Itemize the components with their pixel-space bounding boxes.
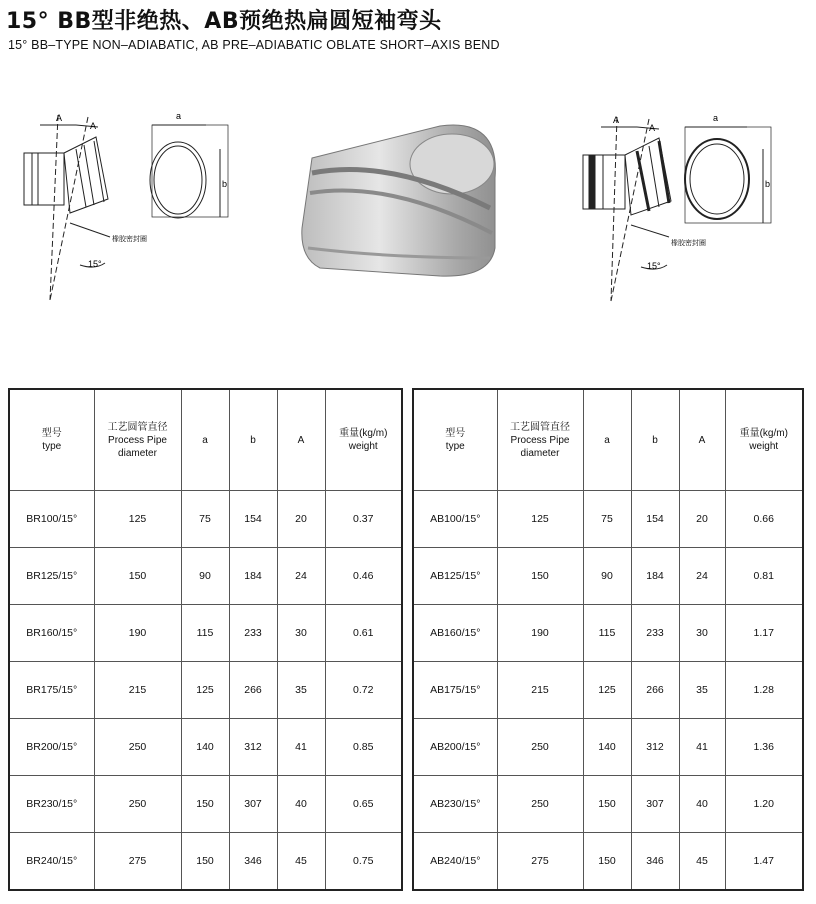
- cell-b: 233: [229, 605, 277, 662]
- drawing-label-seal: 橡胶密封圈: [112, 235, 147, 243]
- page-title: 15° BB型非绝热、AB预绝热扁圆短袖弯头: [6, 9, 442, 34]
- cell-A: 45: [277, 833, 325, 891]
- header-a: a: [181, 389, 229, 491]
- cell-a: 150: [181, 833, 229, 891]
- cell-A: 35: [679, 662, 725, 719]
- cell-A: 45: [679, 833, 725, 891]
- header-pipe-diameter: 工艺圆管直径 Process Pipe diameter: [94, 389, 181, 491]
- table-row: [9, 605, 402, 662]
- cell-type: BR100/15°: [9, 491, 94, 548]
- cell-pipe-diameter: 215: [94, 662, 181, 719]
- cell-type: BR230/15°: [9, 776, 94, 833]
- table-header-row: [413, 389, 803, 491]
- cell-A: 20: [679, 491, 725, 548]
- cell-weight: 1.47: [725, 833, 803, 891]
- cell-weight: 0.61: [325, 605, 402, 662]
- cell-weight: 1.28: [725, 662, 803, 719]
- drawing-label-angle: 15°: [88, 259, 102, 269]
- table-row: [413, 605, 803, 662]
- cell-type: AB100/15°: [413, 491, 497, 548]
- cell-a: 90: [181, 548, 229, 605]
- table-header-row: [9, 389, 402, 491]
- table-row: [9, 719, 402, 776]
- ab-spec-table: [412, 388, 804, 891]
- table-row: [9, 548, 402, 605]
- cell-pipe-diameter: 190: [94, 605, 181, 662]
- cell-type: AB175/15°: [413, 662, 497, 719]
- table-row: [413, 833, 803, 891]
- table-row: [9, 491, 402, 548]
- cell-type: BR160/15°: [9, 605, 94, 662]
- cell-type: AB200/15°: [413, 719, 497, 776]
- cell-pipe-diameter: 250: [94, 719, 181, 776]
- cell-pipe-diameter: 125: [497, 491, 583, 548]
- cell-b: 312: [631, 719, 679, 776]
- cell-a: 75: [583, 491, 631, 548]
- cell-b: 266: [229, 662, 277, 719]
- cell-type: AB230/15°: [413, 776, 497, 833]
- cell-pipe-diameter: 250: [94, 776, 181, 833]
- cell-pipe-diameter: 275: [497, 833, 583, 891]
- cell-a: 150: [583, 776, 631, 833]
- cell-b: 266: [631, 662, 679, 719]
- drawing-label-A2: A: [649, 123, 656, 133]
- header-A: A: [277, 389, 325, 491]
- drawing-label-A1: A: [56, 113, 63, 123]
- header-b: b: [631, 389, 679, 491]
- cell-A: 40: [277, 776, 325, 833]
- cell-b: 233: [631, 605, 679, 662]
- cell-a: 125: [181, 662, 229, 719]
- drawing-label-a: a: [713, 113, 719, 123]
- cell-type: BR175/15°: [9, 662, 94, 719]
- cell-b: 184: [229, 548, 277, 605]
- cell-type: AB240/15°: [413, 833, 497, 891]
- cell-pipe-diameter: 275: [94, 833, 181, 891]
- drawing-label-b: b: [222, 179, 228, 189]
- cell-weight: 0.66: [725, 491, 803, 548]
- drawing-label-angle: 15°: [647, 261, 661, 271]
- cell-type: BR125/15°: [9, 548, 94, 605]
- cell-A: 40: [679, 776, 725, 833]
- cell-pipe-diameter: 190: [497, 605, 583, 662]
- cell-pipe-diameter: 125: [94, 491, 181, 548]
- cell-A: 30: [679, 605, 725, 662]
- cell-b: 312: [229, 719, 277, 776]
- cell-a: 115: [583, 605, 631, 662]
- table-row: [413, 776, 803, 833]
- cell-a: 125: [583, 662, 631, 719]
- header-pipe-diameter: 工艺圆管直径 Process Pipe diameter: [497, 389, 583, 491]
- cell-a: 150: [181, 776, 229, 833]
- cell-a: 115: [181, 605, 229, 662]
- cell-pipe-diameter: 250: [497, 719, 583, 776]
- cell-b: 346: [631, 833, 679, 891]
- header-type: 型号 type: [9, 389, 94, 491]
- cell-weight: 1.17: [725, 605, 803, 662]
- header-type: 型号 type: [413, 389, 497, 491]
- cell-type: BR200/15°: [9, 719, 94, 776]
- page-subtitle: 15° BB–TYPE NON–ADIABATIC, AB PRE–ADIABATIC OBLATE SHORT–AXIS BEND: [8, 38, 500, 52]
- drawing-label-b: b: [765, 179, 771, 189]
- header-weight: 重量(kg/m) weight: [725, 389, 803, 491]
- bb-spec-table: [8, 388, 403, 891]
- table-row: [413, 662, 803, 719]
- cell-a: 150: [583, 833, 631, 891]
- drawing-label-A1: A: [613, 115, 620, 125]
- cell-weight: 1.36: [725, 719, 803, 776]
- cell-type: AB125/15°: [413, 548, 497, 605]
- cell-weight: 0.72: [325, 662, 402, 719]
- cell-pipe-diameter: 215: [497, 662, 583, 719]
- cell-weight: 0.75: [325, 833, 402, 891]
- header-b: b: [229, 389, 277, 491]
- cell-a: 140: [181, 719, 229, 776]
- cell-A: 41: [679, 719, 725, 776]
- header-weight: 重量(kg/m) weight: [325, 389, 402, 491]
- cell-b: 346: [229, 833, 277, 891]
- bend-product-photo: [290, 118, 510, 288]
- cell-pipe-diameter: 150: [94, 548, 181, 605]
- cell-b: 307: [631, 776, 679, 833]
- table-row: [9, 776, 402, 833]
- cell-b: 307: [229, 776, 277, 833]
- table-row: [413, 491, 803, 548]
- bb-bend-drawing: [10, 105, 250, 305]
- cell-type: AB160/15°: [413, 605, 497, 662]
- cell-a: 75: [181, 491, 229, 548]
- header-A: A: [679, 389, 725, 491]
- cell-b: 154: [631, 491, 679, 548]
- cell-A: 20: [277, 491, 325, 548]
- cell-b: 184: [631, 548, 679, 605]
- cell-pipe-diameter: 250: [497, 776, 583, 833]
- cell-A: 24: [679, 548, 725, 605]
- cell-A: 30: [277, 605, 325, 662]
- drawing-label-A2: A: [90, 121, 97, 131]
- drawing-label-a: a: [176, 111, 182, 121]
- cell-A: 24: [277, 548, 325, 605]
- drawing-label-seal: 橡胶密封圈: [671, 239, 706, 247]
- cell-a: 140: [583, 719, 631, 776]
- cell-a: 90: [583, 548, 631, 605]
- cell-weight: 0.65: [325, 776, 402, 833]
- table-row: [413, 719, 803, 776]
- table-row: [413, 548, 803, 605]
- cell-weight: 0.81: [725, 548, 803, 605]
- header-a: a: [583, 389, 631, 491]
- cell-A: 35: [277, 662, 325, 719]
- ab-bend-drawing: [575, 105, 805, 305]
- cell-weight: 0.85: [325, 719, 402, 776]
- cell-weight: 1.20: [725, 776, 803, 833]
- cell-weight: 0.46: [325, 548, 402, 605]
- table-row: [9, 662, 402, 719]
- cell-A: 41: [277, 719, 325, 776]
- cell-weight: 0.37: [325, 491, 402, 548]
- table-row: [9, 833, 402, 891]
- cell-pipe-diameter: 150: [497, 548, 583, 605]
- cell-b: 154: [229, 491, 277, 548]
- cell-type: BR240/15°: [9, 833, 94, 891]
